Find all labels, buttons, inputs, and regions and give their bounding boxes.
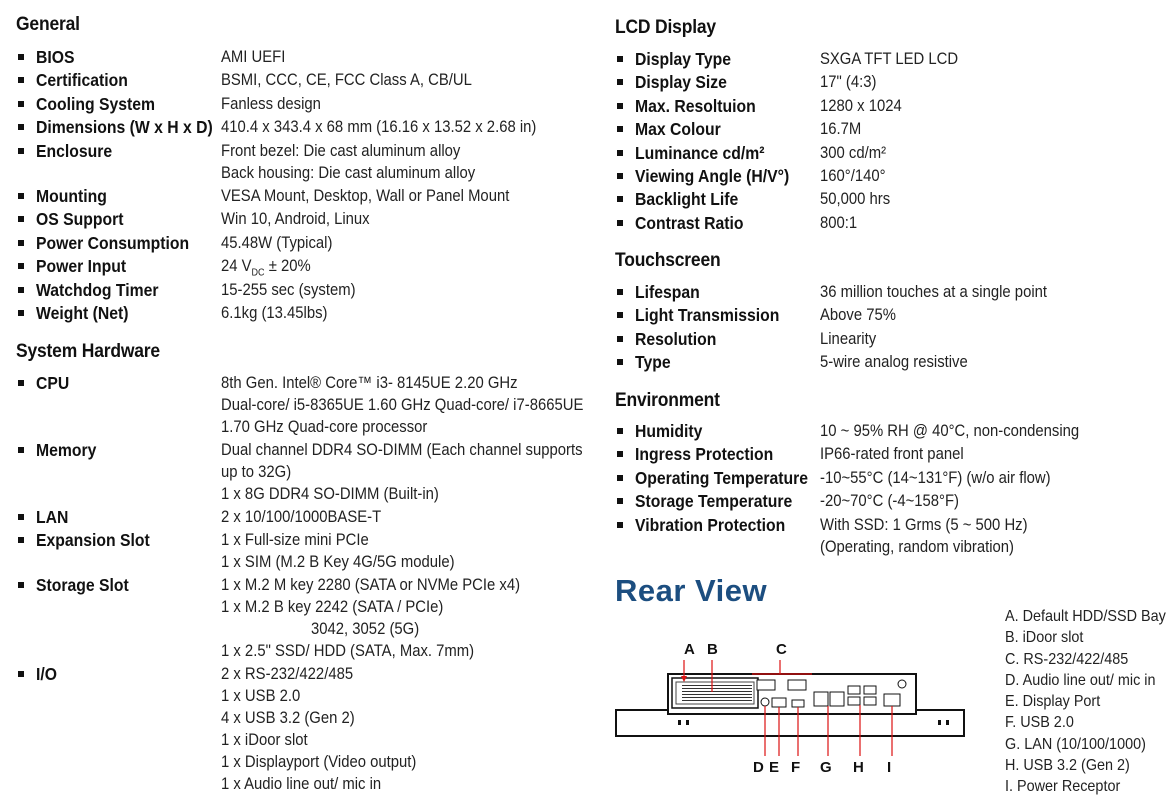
spec-value-line: 8th Gen. Intel® Core™ i3- 8145UE 2.20 GHz xyxy=(221,374,518,392)
spec-value-line: 45.48W (Typical) xyxy=(221,233,333,252)
spec-key: Display Type xyxy=(635,49,732,69)
diagram-label: D xyxy=(753,759,764,776)
usb3-port xyxy=(848,686,860,694)
bullet-icon xyxy=(617,220,623,226)
spec-value-line: 6.1kg (13.45lbs) xyxy=(221,304,328,322)
spec-value xyxy=(221,574,520,662)
spec-value xyxy=(820,443,964,465)
bullet-icon xyxy=(617,428,623,434)
bullet-icon xyxy=(617,56,623,62)
bullet-icon xyxy=(18,671,24,677)
usb3-port xyxy=(848,697,860,705)
spec-key: Power Input xyxy=(36,256,127,277)
bullet-icon xyxy=(18,216,24,222)
section-title-system-hardware: System Hardware xyxy=(16,341,160,362)
spec-value xyxy=(221,302,327,324)
spec-value-line: 17" (4:3) xyxy=(820,73,877,92)
legend-item: F. USB 2.0 xyxy=(1005,714,1074,732)
bullet-icon xyxy=(617,336,623,342)
spec-key: Resolution xyxy=(635,328,717,349)
bullet-icon xyxy=(617,103,623,109)
spec-key: Mounting xyxy=(36,186,107,206)
section-title-environment: Environment xyxy=(615,390,720,411)
spec-value-line: SXGA TFT LED LCD xyxy=(820,50,959,68)
bullet-icon xyxy=(18,193,24,199)
serial-port xyxy=(757,680,775,690)
spec-value xyxy=(221,372,583,438)
bullet-icon xyxy=(18,287,24,293)
spec-value-line: up to 32G) xyxy=(221,463,292,481)
spec-value-line: 410.4 x 343.4 x 68 mm (16.16 x 13.52 x 2.68 in) xyxy=(221,118,537,137)
legend-item: B. iDoor slot xyxy=(1005,629,1084,647)
spec-value xyxy=(820,514,1028,558)
display-port xyxy=(772,698,786,707)
spec-value-line: Dual-core/ i5-8365UE 1.60 GHz Quad-core/ i7-8665UE xyxy=(221,396,584,414)
diagram-label: H xyxy=(853,759,864,776)
spec-value xyxy=(820,71,876,93)
rear-view-diagram xyxy=(612,630,972,805)
spec-value-line: 15-255 sec (system) xyxy=(221,280,356,299)
bullet-icon xyxy=(617,312,623,318)
spec-value-line: -20~70°C (-4~158°F) xyxy=(820,492,960,511)
usb2-port xyxy=(792,700,804,707)
bullet-icon xyxy=(617,150,623,156)
spec-key: Max. Resoltuion xyxy=(635,95,756,116)
bullet-icon xyxy=(617,79,623,85)
spec-key: Operating Temperature xyxy=(635,467,808,488)
spec-value xyxy=(820,188,890,210)
spec-value xyxy=(820,212,857,234)
bullet-icon xyxy=(617,359,623,365)
spec-key: Backlight Life xyxy=(635,189,739,210)
serial-port xyxy=(788,680,806,690)
legend-item: C. RS-232/422/485 xyxy=(1005,650,1129,668)
spec-value-line: 1 x SIM (M.2 B Key 4G/5G module) xyxy=(221,553,455,571)
spec-value-line: 300 cd/m² xyxy=(820,143,887,162)
spec-value-line: 1 x 2.5" SSD/ HDD (SATA, Max. 7mm) xyxy=(221,642,475,660)
spec-value-line: 1 x Audio line out/ mic in xyxy=(221,775,382,793)
spec-value-line: 2 x RS-232/422/485 xyxy=(221,665,354,683)
spec-key: Vibration Protection xyxy=(635,514,786,535)
power-receptor xyxy=(884,694,900,706)
spec-value-line: 10 ~ 95% RH @ 40°C, non-condensing xyxy=(820,422,1080,440)
spec-value xyxy=(820,48,958,70)
spec-value xyxy=(221,185,509,207)
legend-item: E. Display Port xyxy=(1005,693,1101,711)
bullet-icon xyxy=(18,124,24,130)
spec-value xyxy=(221,208,370,230)
rear-view-title: Rear View xyxy=(615,573,768,608)
bullet-icon xyxy=(18,310,24,316)
spec-value-line: Win 10, Android, Linux xyxy=(221,210,370,229)
spec-value xyxy=(820,304,896,326)
spec-value-line: IP66-rated front panel xyxy=(820,445,964,464)
spec-key: Storage Slot xyxy=(36,575,129,595)
bullet-icon xyxy=(617,522,623,528)
spec-key: Lifespan xyxy=(635,282,700,302)
rear-view-legend xyxy=(1005,606,1166,798)
spec-value-line: 1280 x 1024 xyxy=(820,96,902,115)
spec-value xyxy=(820,165,886,187)
section-title-general: General xyxy=(16,14,80,35)
bullet-icon xyxy=(18,148,24,154)
spec-key: Enclosure xyxy=(36,140,113,161)
spec-key: LAN xyxy=(36,507,69,527)
spec-value xyxy=(221,663,416,795)
spec-value xyxy=(221,232,332,254)
bullet-icon xyxy=(18,582,24,588)
diagram-label: C xyxy=(776,641,787,658)
usb3-port xyxy=(864,697,876,705)
spec-value-line: 5-wire analog resistive xyxy=(820,353,968,372)
spec-value-line: 160°/140° xyxy=(820,167,886,185)
spec-value-line: 800:1 xyxy=(820,213,858,232)
spec-key: Ingress Protection xyxy=(635,444,774,465)
spec-value-line: Back housing: Die cast aluminum alloy xyxy=(221,163,476,182)
spec-key: Storage Temperature xyxy=(635,491,793,512)
spec-value-line: Fanless design xyxy=(221,94,321,113)
bullet-icon xyxy=(18,77,24,83)
spec-key: Max Colour xyxy=(635,119,721,140)
bullet-icon xyxy=(18,54,24,60)
bullet-icon xyxy=(18,380,24,386)
spec-value-line: 1 x M.2 M key 2280 (SATA or NVMe PCIe x4) xyxy=(221,576,521,594)
lan-port xyxy=(814,692,828,706)
diagram-label: A xyxy=(684,641,695,658)
spec-key: Memory xyxy=(36,440,97,460)
bullet-icon xyxy=(617,289,623,295)
spec-value xyxy=(820,118,861,140)
spec-value-line: 4 x USB 3.2 (Gen 2) xyxy=(221,709,355,727)
spec-value-line: BSMI, CCC, CE, FCC Class A, CB/UL xyxy=(221,71,472,90)
spec-value-line: 1 x iDoor slot xyxy=(221,731,308,749)
spec-key: BIOS xyxy=(36,47,75,67)
spec-value-line: -10~55°C (14~131°F) (w/o air flow) xyxy=(820,468,1051,487)
spec-value-line: (Operating, random vibration) xyxy=(820,537,1014,556)
bullet-icon xyxy=(18,447,24,453)
spec-value xyxy=(221,116,536,138)
spec-value-line: Linearity xyxy=(820,329,877,348)
lan-port xyxy=(830,692,844,706)
spec-key: Weight (Net) xyxy=(36,303,129,323)
bullet-icon xyxy=(617,451,623,457)
spec-value-line: 1 x 8G DDR4 SO-DIMM (Built-in) xyxy=(221,485,439,503)
diagram-label: B xyxy=(707,641,718,658)
spec-key: Light Transmission xyxy=(635,305,780,326)
bullet-icon xyxy=(617,196,623,202)
legend-item: H. USB 3.2 (Gen 2) xyxy=(1005,757,1130,775)
spec-value xyxy=(221,93,321,115)
spec-key: OS Support xyxy=(36,209,124,230)
spec-key: Viewing Angle (H/V°) xyxy=(635,166,790,186)
spec-key: Contrast Ratio xyxy=(635,212,744,233)
bullet-icon xyxy=(617,173,623,179)
spec-value-line: AMI UEFI xyxy=(221,48,286,66)
spec-value-line: 1.70 GHz Quad-core processor xyxy=(221,418,428,436)
spec-key: Expansion Slot xyxy=(36,530,150,550)
spec-value xyxy=(221,46,285,68)
bullet-icon xyxy=(617,126,623,132)
spec-value xyxy=(221,279,356,301)
spec-value xyxy=(820,351,968,373)
spec-value-line: Front bezel: Die cast aluminum alloy xyxy=(221,141,461,160)
bullet-icon xyxy=(617,475,623,481)
spec-value xyxy=(820,328,876,350)
usb3-port xyxy=(864,686,876,694)
spec-value: 24 $V_{DC} \pm 20\%$ xyxy=(221,257,311,279)
spec-value xyxy=(820,420,1079,442)
spec-value-line: With SSD: 1 Grms (5 ~ 500 Hz) xyxy=(820,515,1028,534)
spec-value-line: Above 75% xyxy=(820,306,896,325)
spec-key: Power Consumption xyxy=(36,232,190,253)
legend-item: I. Power Receptor xyxy=(1005,778,1121,796)
diagram-label: I xyxy=(887,759,892,776)
legend-item: A. Default HDD/SSD Bay xyxy=(1005,608,1166,625)
spec-value-line: 1 x Full-size mini PCIe xyxy=(221,531,369,549)
audio-jack xyxy=(761,698,769,706)
spec-value xyxy=(221,69,472,91)
spec-key: Humidity xyxy=(635,421,703,441)
spec-value-line: 1 x M.2 B key 2242 (SATA / PCIe) xyxy=(221,598,444,616)
spec-value-line: 2 x 10/100/1000BASE-T xyxy=(221,508,382,526)
spec-value xyxy=(820,95,902,117)
diagram-label: F xyxy=(791,759,801,776)
spec-value xyxy=(820,490,959,512)
spec-value xyxy=(221,439,583,505)
bullet-icon xyxy=(18,240,24,246)
spec-value xyxy=(820,467,1051,489)
bullet-icon xyxy=(18,537,24,543)
spec-key: Cooling System xyxy=(36,93,156,114)
diagram-label: E xyxy=(769,759,780,776)
bullet-icon xyxy=(18,514,24,520)
spec-key: Display Size xyxy=(635,72,727,93)
spec-value xyxy=(221,140,475,184)
spec-key: Certification xyxy=(36,70,128,91)
spec-value-line: VESA Mount, Desktop, Wall or Panel Mount xyxy=(221,187,510,205)
spec-value-line: 16.7M xyxy=(820,120,862,139)
spec-value xyxy=(221,529,455,573)
spec-value xyxy=(221,506,381,528)
bullet-icon xyxy=(18,263,24,269)
spec-value-line: 1 x Displayport (Video output) xyxy=(221,753,417,771)
diagram-label: G xyxy=(820,759,832,776)
spec-key: Luminance cd/m² xyxy=(635,142,765,163)
legend-item: D. Audio line out/ mic in xyxy=(1005,671,1156,689)
spec-key: I/O xyxy=(36,664,58,684)
spec-value-line: 1 x USB 2.0 xyxy=(221,687,301,705)
section-title-touchscreen: Touchscreen xyxy=(615,250,721,271)
spec-key: CPU xyxy=(36,373,70,393)
bullet-icon xyxy=(617,498,623,504)
spec-key: Dimensions (W x H x D) xyxy=(36,117,213,138)
bullet-icon xyxy=(18,101,24,107)
spec-value xyxy=(820,281,1047,303)
legend-item: G. LAN (10/100/1000) xyxy=(1005,735,1146,753)
spec-key: Watchdog Timer xyxy=(36,279,159,300)
spec-value-line: 36 million touches at a single point xyxy=(820,283,1048,301)
spec-value-line: 50,000 hrs xyxy=(820,190,891,209)
spec-value-line: Dual channel DDR4 SO-DIMM (Each channel supports xyxy=(221,441,583,459)
power-button xyxy=(898,680,906,688)
spec-key: Type xyxy=(635,352,671,373)
section-title-lcd-display: LCD Display xyxy=(615,17,716,38)
spec-value xyxy=(820,142,886,164)
spec-value-line: 3042, 3052 (5G) xyxy=(311,620,420,638)
